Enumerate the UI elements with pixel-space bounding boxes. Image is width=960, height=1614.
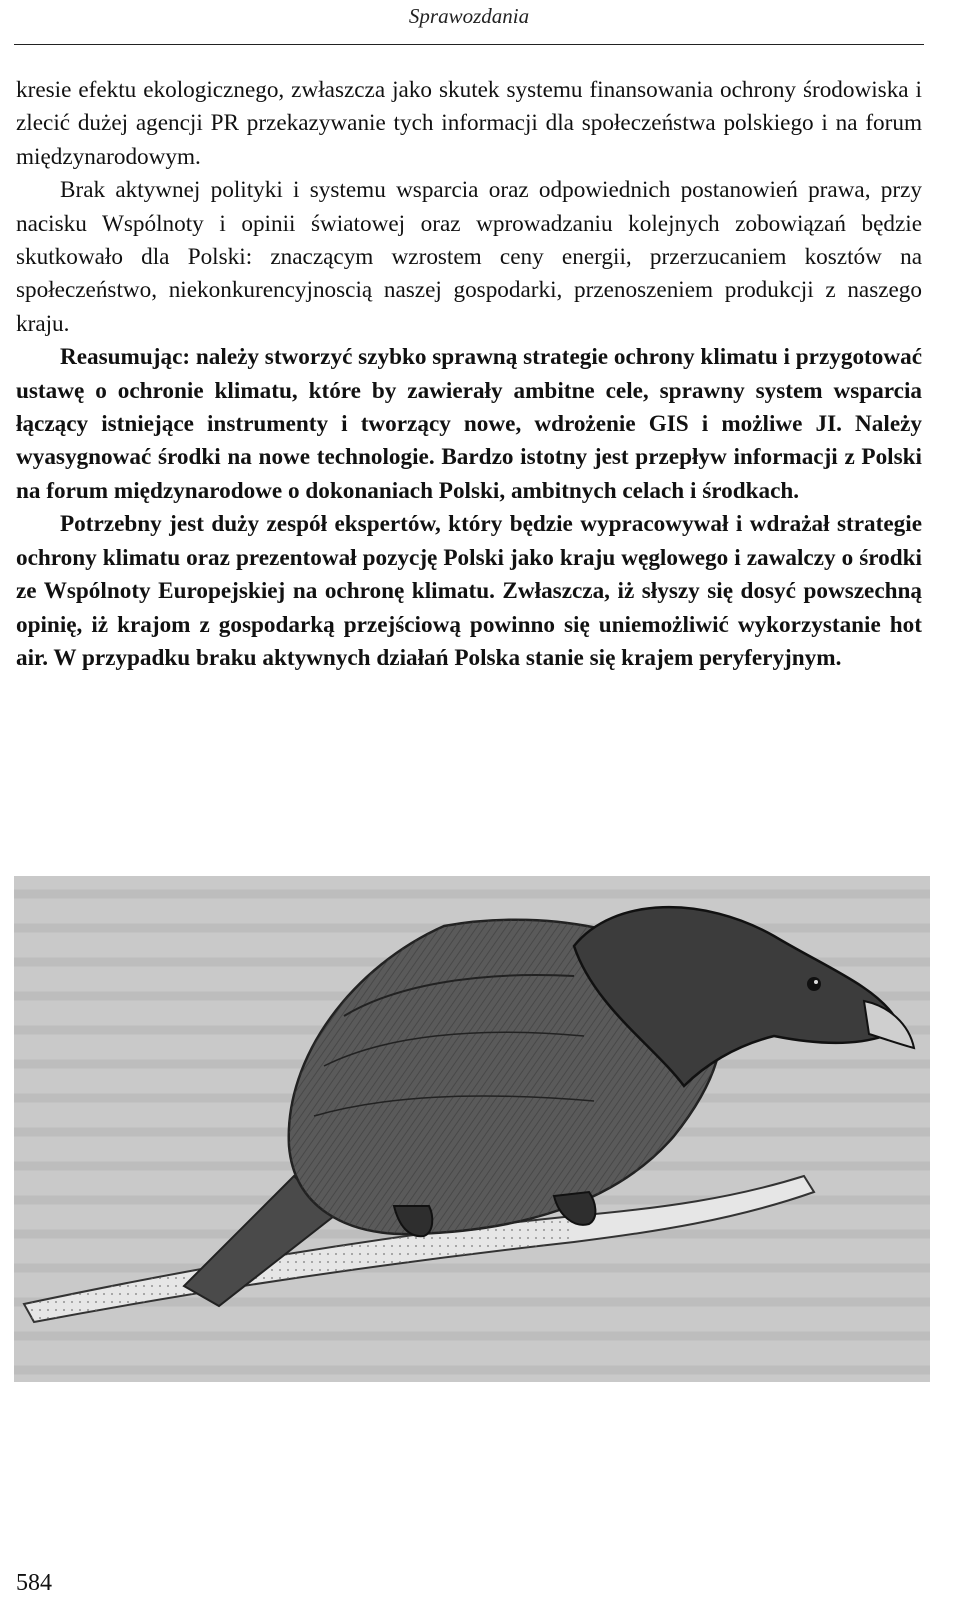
page-number: 584 — [16, 1570, 52, 1596]
paragraph-continuation: kresie efektu ekologicznego, zwłaszcza jako skutek systemu finansowania ochrony środowiska i zlecić dużej agencji PR przekazywanie tych informacji dla społeczeństwa polskiego i na forum międzynarodowym. — [16, 77, 922, 170]
running-header — [14, 0, 924, 45]
paragraph-summary: Reasumując: należy stworzyć szybko sprawną strategie ochrony klimatu i przygotować ustawę o ochronie klimatu, które by zawierały ambitne cele, sprawny system wsparcia łączący istniejące instrumenty i tworzący nowe, wdrożenie GIS i możliwe JI. Należy wyasygnować środki na nowe technologie. Bardzo istotny jest przepływ informacji z Polski na forum międzynarodowe o dokonaniach Polski, ambitnych celach i środkach. — [16, 344, 922, 504]
bird-icon — [14, 876, 930, 1382]
bird-illustration — [14, 876, 930, 1382]
article-body — [16, 74, 922, 675]
paragraph-policy: Brak aktywnej polityki i systemu wsparcia oraz odpowiednich postanowień prawa, przy nacisku Wspólnoty i opinii światowej oraz wprowadzaniu kolejnych zobowiązań będzie skutkowało dla Polski: znaczącym wzrostem ceny energii, przerzucaniem kosztów na społeczeństwo, niekonkurencyjnoscią naszej gospodarki, przenoszeniem produkcji z naszego kraju. — [16, 177, 922, 337]
paragraph-experts: Potrzebny jest duży zespół ekspertów, który będzie wypracowywał i wdrażał strategie ochrony klimatu oraz prezentował pozycję Polski jako kraju węglowego i zawalczy o środki ze Wspólnoty Europejskiej na ochronę klimatu. Zwłaszcza, iż słyszy się dosyć powszechną opinię, iż krajom z gospodarką przejściową powinno się uniemożliwić wykorzystanie hot air. W przypadku braku aktywnych działań Polska stanie się krajem peryferyjnym. — [16, 511, 922, 671]
running-header-title: Sprawozdania — [408, 4, 530, 28]
